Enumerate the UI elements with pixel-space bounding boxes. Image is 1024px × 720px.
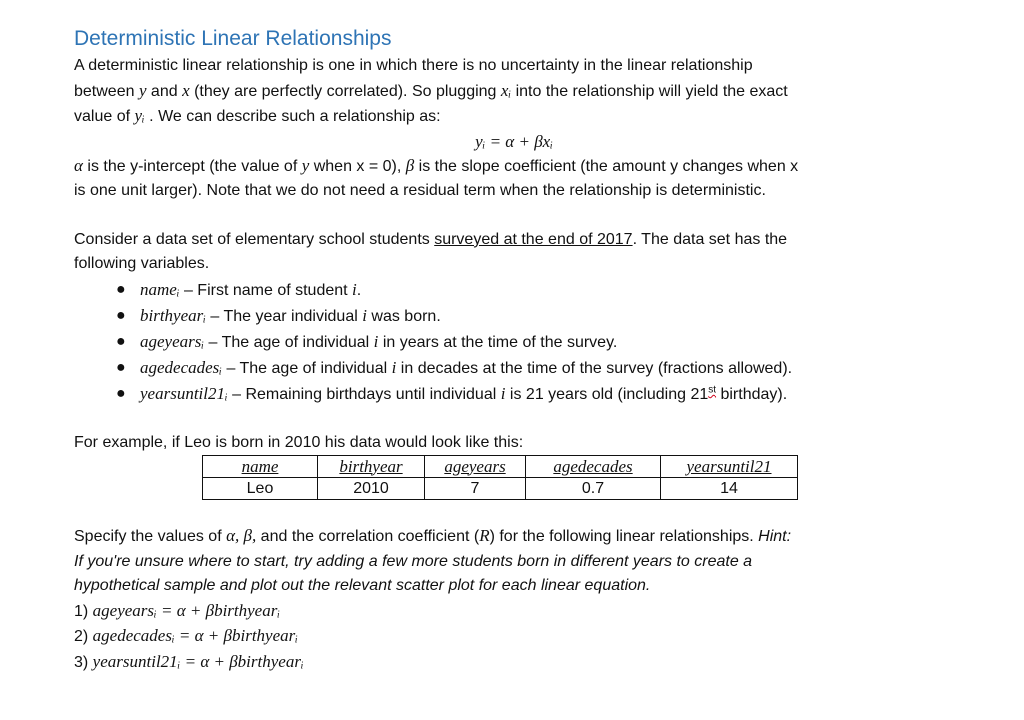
table-cell: Leo xyxy=(203,478,318,500)
intro-text: . We can describe such a relationship as: xyxy=(144,108,441,125)
intro-text: (they are perfectly correlated). So plugging xyxy=(189,82,501,100)
variables-list xyxy=(74,277,954,407)
math-alpha: α xyxy=(74,155,83,175)
list-item xyxy=(116,277,954,303)
specify-text: ) for the following linear relationships. xyxy=(489,528,759,545)
list-item xyxy=(74,650,954,676)
variable-desc: – First name of student xyxy=(179,281,353,299)
equation: agedecadesᵢ = α + βbirthyearᵢ xyxy=(92,626,298,645)
example-intro: For example, if Leo is born in 2010 his data would look like this: xyxy=(74,433,524,451)
dataset-text: . The data set has the xyxy=(632,230,788,248)
variable-name: nameᵢ xyxy=(140,279,180,299)
variable-desc: birthday). xyxy=(716,385,788,403)
table-header-cell: name xyxy=(203,456,318,478)
spacer xyxy=(74,407,954,431)
specify-paragraph xyxy=(74,524,954,599)
intro-paragraph xyxy=(74,54,954,130)
variable-name: agedecadesᵢ xyxy=(140,357,222,377)
def-text: is the y-intercept (the value of xyxy=(82,157,302,175)
variable-desc: – The age of individual xyxy=(204,333,374,351)
math-i: i xyxy=(352,279,357,299)
definition-paragraph xyxy=(74,154,954,204)
table-header-row xyxy=(203,456,798,478)
list-item xyxy=(74,599,954,625)
spacer xyxy=(74,500,954,524)
variable-desc: . xyxy=(356,281,362,299)
variable-desc: – Remaining birthdays until individual xyxy=(227,385,501,403)
table-cell: 0.7 xyxy=(526,478,661,500)
table-cell: 7 xyxy=(425,478,526,500)
document-page xyxy=(74,26,954,675)
survey-date-underlined: surveyed at the end of 2017 xyxy=(434,230,633,248)
table-header-cell: birthyear xyxy=(318,456,425,478)
table-header-cell: yearsuntil21 xyxy=(661,456,798,478)
specify-text: and the correlation coefficient ( xyxy=(256,528,480,545)
def-text: x xyxy=(356,157,365,175)
def-text: when xyxy=(309,157,357,175)
variable-name: yearsuntil21ᵢ xyxy=(140,383,228,403)
table-row xyxy=(203,478,798,500)
math-alpha-beta: α, β, xyxy=(226,526,257,545)
def-text: = 0), xyxy=(364,157,406,175)
math-x: x xyxy=(182,80,190,100)
equation-number: 3) xyxy=(74,653,93,671)
list-item xyxy=(116,381,954,407)
math-yi: yᵢ xyxy=(134,106,145,125)
hint-line-2: If you're unsure where to start, try adding a few more students born in different years to create a xyxy=(74,552,753,570)
example-table xyxy=(202,455,798,500)
equation-number: 2) xyxy=(74,628,93,645)
list-item xyxy=(116,329,954,355)
math-i: i xyxy=(362,305,367,325)
list-item xyxy=(116,355,954,381)
bullet-icon: ● xyxy=(116,358,126,376)
bullet-icon: ● xyxy=(116,332,126,350)
intro-text: between xyxy=(74,82,139,100)
dataset-line-2: following variables. xyxy=(74,255,210,272)
intro-text: value of xyxy=(74,108,135,125)
equation-number: 1) xyxy=(74,602,93,620)
table-cell: 14 xyxy=(661,478,798,500)
math-y: y xyxy=(138,80,147,100)
main-equation: yᵢ = α + βxᵢ xyxy=(475,131,553,151)
table-header-cell: ageyears xyxy=(425,456,526,478)
variable-desc: in years at the time of the survey. xyxy=(378,333,618,351)
variable-name: ageyearsᵢ xyxy=(140,331,205,351)
variable-desc: is 21 years old (including 21 xyxy=(505,385,709,403)
dataset-paragraph xyxy=(74,228,954,277)
hint-line-3: hypothetical sample and plot out the relevant scatter plot for each linear equation. xyxy=(74,577,651,594)
math-xi: xᵢ xyxy=(500,80,512,100)
specify-text: Specify the values of xyxy=(74,528,227,545)
table-cell: 2010 xyxy=(318,478,425,500)
def-text: is the slope coefficient (the amount xyxy=(414,157,671,175)
document-title: Deterministic Linear Relationships xyxy=(74,27,392,50)
bullet-icon: ● xyxy=(116,280,126,298)
def-text: y xyxy=(670,157,679,175)
variable-desc: – The year individual xyxy=(205,307,363,325)
variable-desc: was born. xyxy=(366,307,441,325)
table-header-cell: agedecades xyxy=(526,456,661,478)
list-item xyxy=(74,624,954,650)
equation: yearsuntil21ᵢ = α + βbirthyearᵢ xyxy=(92,651,304,671)
dataset-text: Consider a data set of elementary school students xyxy=(74,230,435,248)
list-item xyxy=(116,303,954,329)
variable-desc: – The age of individual xyxy=(222,359,392,377)
intro-line-1: A deterministic linear relationship is one in which there is no uncertainty in the linear relationship xyxy=(74,57,753,74)
variable-name: birthyearᵢ xyxy=(140,305,206,325)
math-R: R xyxy=(479,526,490,545)
bullet-icon: ● xyxy=(116,384,126,402)
math-i: i xyxy=(373,331,379,351)
math-y: y xyxy=(301,155,310,175)
equation: ageyearsᵢ = α + βbirthyearᵢ xyxy=(92,600,281,620)
intro-text: and xyxy=(146,82,183,100)
bullet-icon: ● xyxy=(116,306,126,324)
def-line-2: is one unit larger). Note that we do not need a residual term when the relationship is deterministic. xyxy=(74,182,766,199)
math-i: i xyxy=(391,357,397,377)
variable-desc: in decades at the time of the survey (fractions allowed). xyxy=(396,359,793,377)
def-text: changes when x xyxy=(678,157,799,175)
ordinal-superscript: st xyxy=(708,384,717,396)
hint-label: Hint: xyxy=(758,528,792,545)
math-i: i xyxy=(500,383,506,403)
intro-text: into the relationship will yield the exact xyxy=(511,82,788,100)
equations-list xyxy=(74,599,954,676)
spacer xyxy=(74,204,954,228)
math-beta: β xyxy=(405,155,415,175)
